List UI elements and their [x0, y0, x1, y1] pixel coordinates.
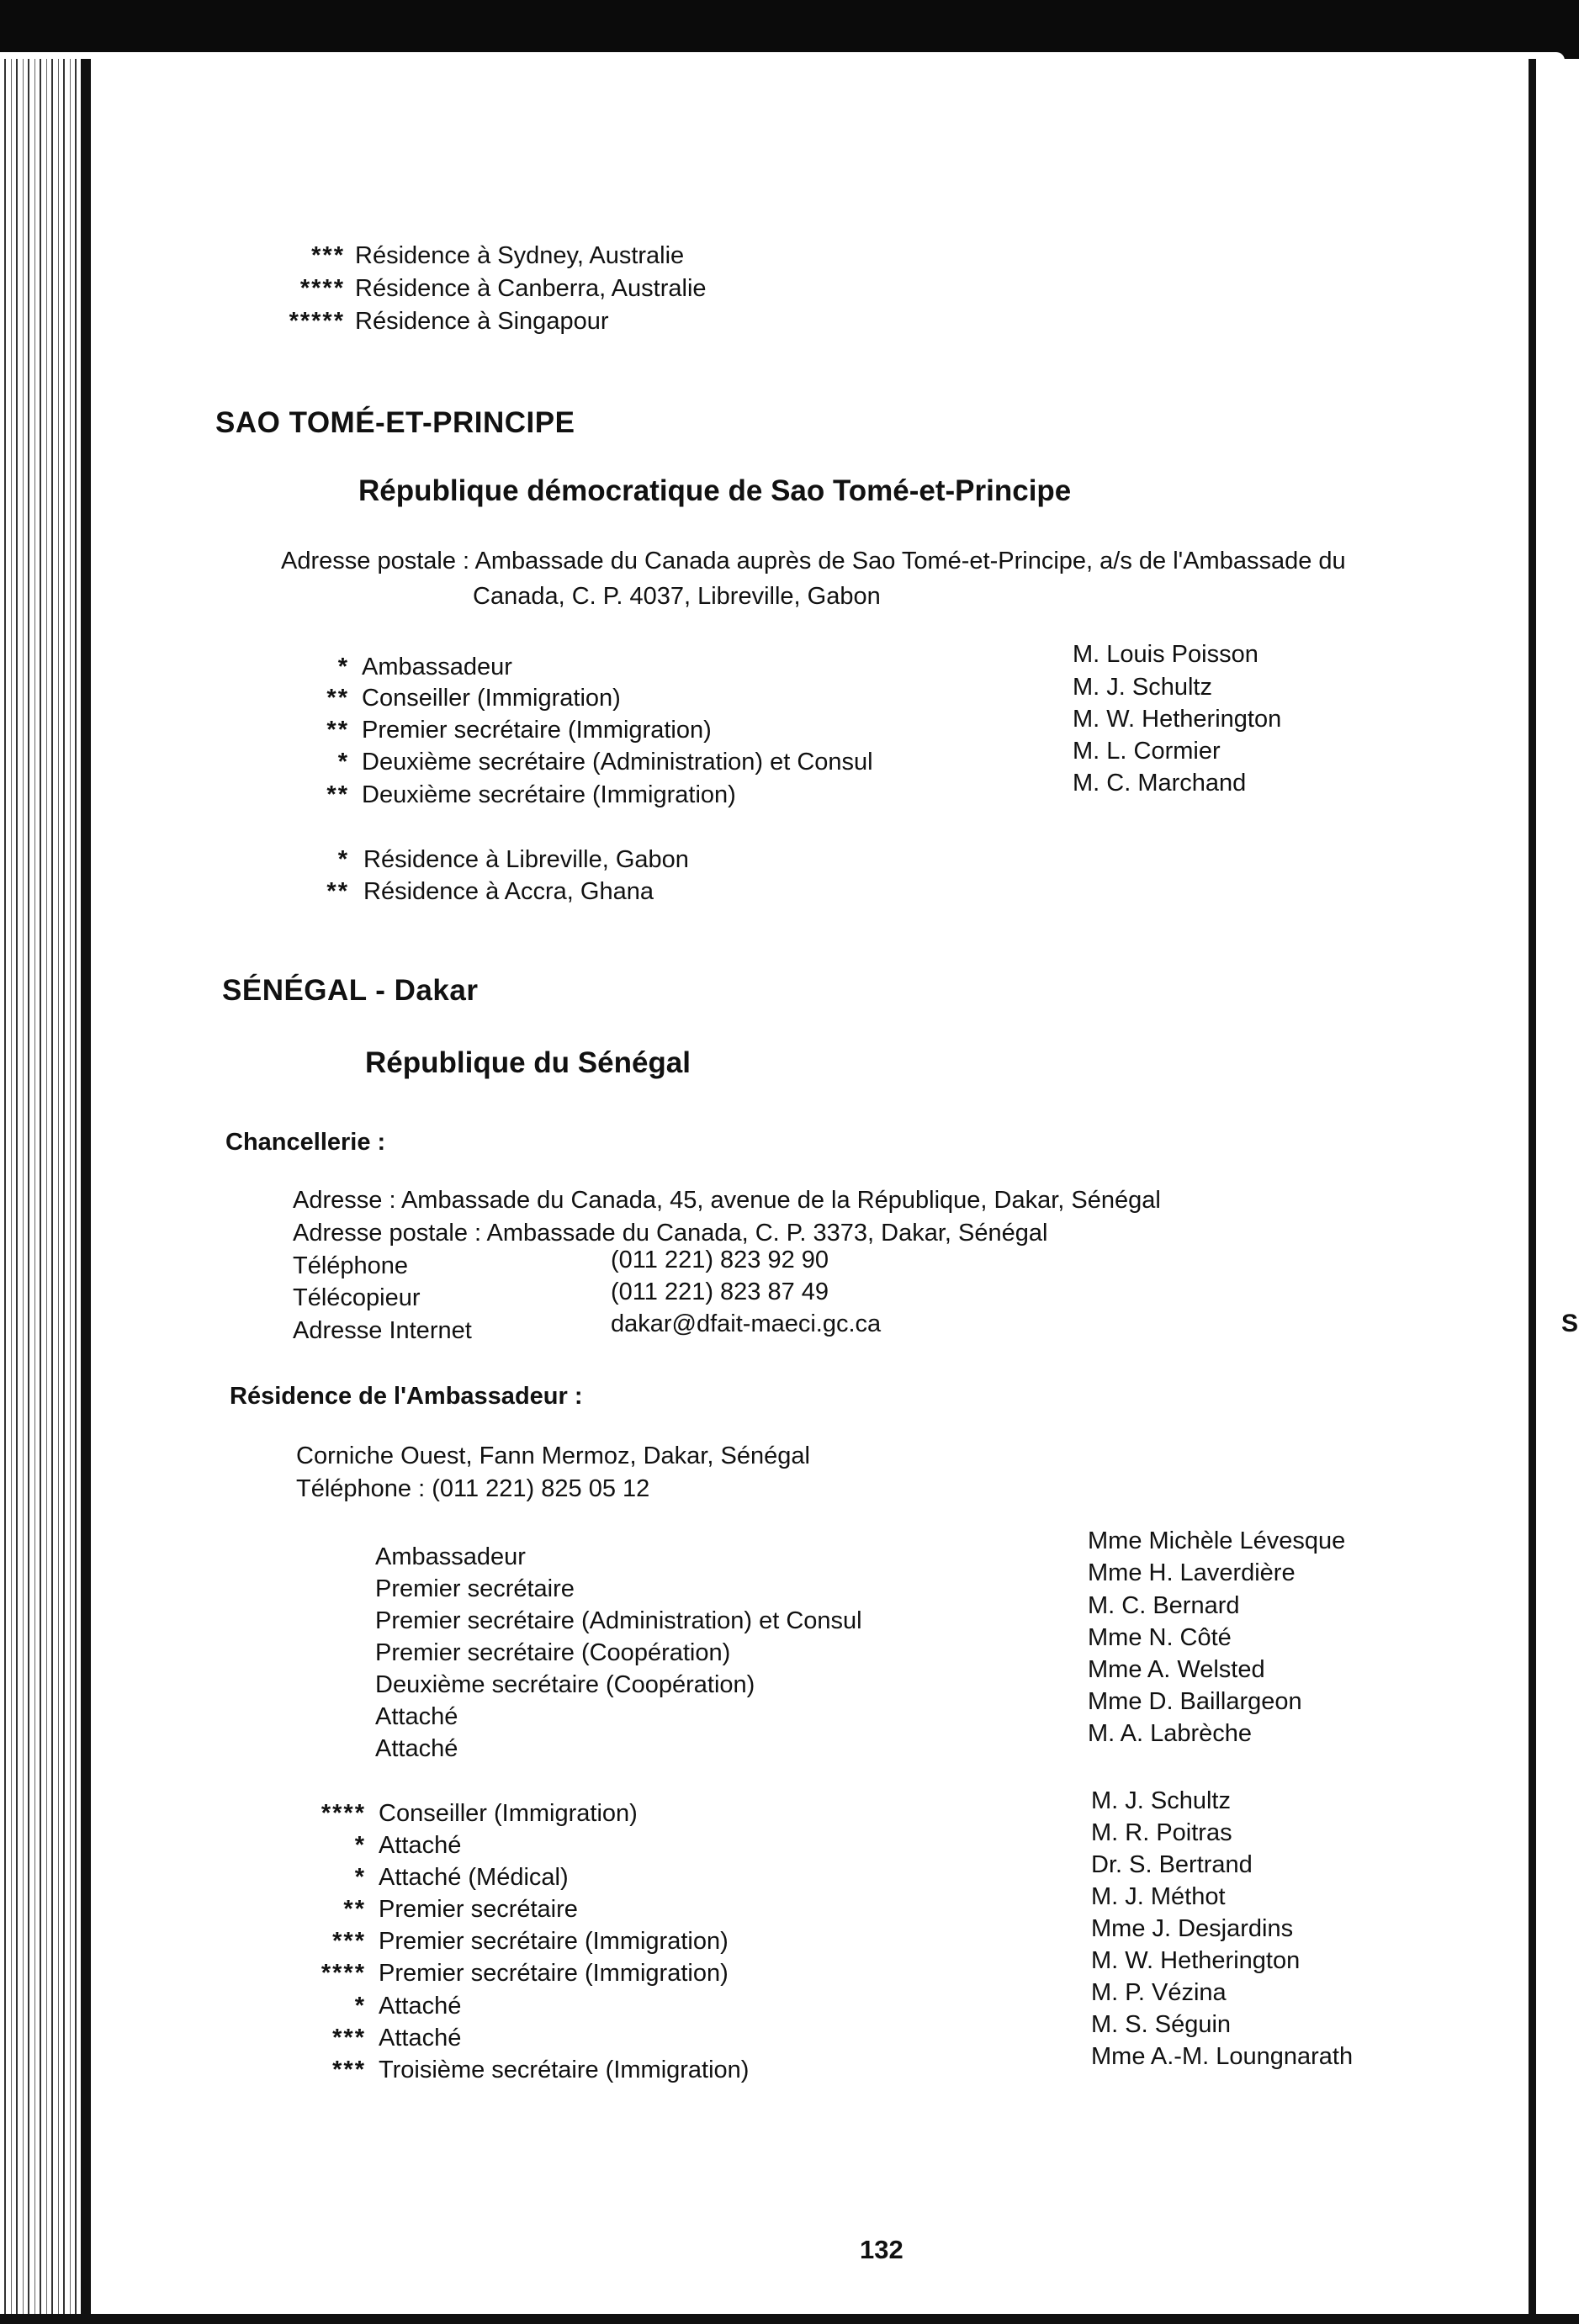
- staff-marks: **: [326, 781, 349, 808]
- staff-name: M. C. Marchand: [1073, 770, 1247, 797]
- staff-title: Deuxième secrétaire (Administration) et Consul: [362, 749, 873, 776]
- staff-marks: ***: [332, 2057, 366, 2083]
- staff-title: Troisième secrétaire (Immigration): [379, 2057, 750, 2083]
- staff-name: M. L. Cormier: [1073, 738, 1221, 765]
- postal-address-line1: Adresse postale : Ambassade du Canada auprès de Sao Tomé-et-Principe, a/s de l'Ambassade du: [281, 548, 1346, 574]
- note-marks: **: [326, 878, 349, 905]
- contact-label: Adresse Internet: [293, 1317, 472, 1344]
- staff-name: Mme J. Desjardins: [1091, 1915, 1294, 1942]
- staff-title: Premier secrétaire (Coopération): [375, 1639, 731, 1666]
- staff-title: Attaché: [375, 1703, 458, 1730]
- page-number: 132: [860, 2235, 903, 2264]
- staff-name: Mme A.-M. Loungnarath: [1091, 2043, 1354, 2070]
- staff-name: Mme Michèle Lévesque: [1088, 1527, 1346, 1554]
- residence-phone: Téléphone : (011 221) 825 05 12: [296, 1475, 650, 1502]
- staff-title: Premier secrétaire (Immigration): [379, 1960, 729, 1987]
- staff-marks: *: [354, 1993, 366, 2020]
- staff-marks: ****: [321, 1800, 366, 1827]
- staff-marks: ***: [332, 2025, 366, 2051]
- staff-title: Conseiller (Immigration): [362, 685, 621, 712]
- note-marks: ***: [311, 242, 345, 269]
- staff-marks: *: [354, 1832, 366, 1859]
- staff-marks: **: [326, 717, 349, 744]
- staff-name: M. W. Hetherington: [1073, 706, 1282, 733]
- postal-address: Adresse postale : Ambassade du Canada, C. P. 3373, Dakar, Sénégal: [293, 1220, 1048, 1247]
- staff-marks: *: [337, 749, 349, 776]
- staff-name: M. W. Hetherington: [1091, 1947, 1301, 1974]
- country-subheading: République démocratique de Sao Tomé-et-Principe: [358, 474, 1072, 507]
- contact-value: (011 221) 823 87 49: [611, 1278, 829, 1305]
- staff-name: M. J. Schultz: [1073, 674, 1212, 701]
- note-marks: *****: [289, 308, 345, 335]
- note-marks: ****: [299, 275, 345, 302]
- staff-title: Ambassadeur: [362, 654, 512, 680]
- postal-address-line2: Canada, C. P. 4037, Libreville, Gabon: [473, 583, 881, 610]
- staff-name: M. R. Poitras: [1091, 1819, 1232, 1846]
- note-text: Résidence à Libreville, Gabon: [363, 846, 689, 873]
- staff-title: Premier secrétaire (Immigration): [379, 1928, 729, 1955]
- note-text: Résidence à Accra, Ghana: [363, 878, 654, 905]
- note-text: Résidence à Canberra, Australie: [355, 275, 707, 302]
- staff-name: Mme N. Côté: [1088, 1624, 1232, 1651]
- staff-name: Mme H. Laverdière: [1088, 1559, 1296, 1586]
- staff-name: M. C. Bernard: [1088, 1592, 1240, 1619]
- staff-title: Deuxième secrétaire (Immigration): [362, 781, 736, 808]
- staff-title: Premier secrétaire (Immigration): [362, 717, 712, 744]
- contact-label: Télécopieur: [293, 1284, 421, 1311]
- staff-marks: *: [337, 654, 349, 680]
- note-text: Résidence à Singapour: [355, 308, 609, 335]
- staff-title: Attaché: [379, 1832, 462, 1859]
- staff-marks: ***: [332, 1928, 366, 1955]
- staff-title: Conseiller (Immigration): [379, 1800, 638, 1827]
- country-heading: SAO TOMÉ-ET-PRINCIPE: [215, 406, 575, 439]
- staff-name: M. J. Schultz: [1091, 1787, 1231, 1814]
- staff-title: Premier secrétaire: [379, 1896, 578, 1923]
- staff-marks: ****: [321, 1960, 366, 1987]
- staff-marks: **: [343, 1896, 366, 1923]
- staff-name: Dr. S. Bertrand: [1091, 1851, 1253, 1878]
- staff-title: Ambassadeur: [375, 1543, 526, 1570]
- contact-value: (011 221) 823 92 90: [611, 1247, 829, 1273]
- note-marks: *: [337, 846, 349, 873]
- contact-label: Téléphone: [293, 1252, 409, 1279]
- staff-name: M. Louis Poisson: [1073, 641, 1258, 668]
- street-address: Adresse : Ambassade du Canada, 45, avenue de la République, Dakar, Sénégal: [293, 1187, 1161, 1214]
- section-label: Résidence de l'Ambassadeur :: [230, 1383, 583, 1410]
- section-label: Chancellerie :: [225, 1129, 386, 1156]
- staff-name: M. J. Méthot: [1091, 1883, 1226, 1910]
- contact-value: dakar@dfait-maeci.gc.ca: [611, 1310, 882, 1337]
- residence-address: Corniche Ouest, Fann Mermoz, Dakar, Sénégal: [296, 1443, 810, 1469]
- staff-name: M. P. Vézina: [1091, 1979, 1227, 2006]
- staff-title: Deuxième secrétaire (Coopération): [375, 1671, 755, 1698]
- margin-letter: S: [1561, 1310, 1579, 1337]
- staff-title: Attaché: [375, 1735, 458, 1762]
- staff-marks: **: [326, 685, 349, 712]
- country-subheading: République du Sénégal: [365, 1046, 691, 1079]
- staff-title: Attaché: [379, 2025, 462, 2051]
- note-text: Résidence à Sydney, Australie: [355, 242, 685, 269]
- staff-marks: *: [354, 1864, 366, 1891]
- country-heading: SÉNÉGAL - Dakar: [222, 974, 479, 1007]
- staff-name: Mme A. Welsted: [1088, 1656, 1265, 1683]
- staff-name: M. S. Séguin: [1091, 2011, 1232, 2038]
- staff-title: Attaché: [379, 1993, 462, 2020]
- staff-name: Mme D. Baillargeon: [1088, 1688, 1302, 1715]
- staff-name: M. A. Labrèche: [1088, 1720, 1253, 1747]
- staff-title: Premier secrétaire (Administration) et Consul: [375, 1607, 862, 1634]
- staff-title: Attaché (Médical): [379, 1864, 569, 1891]
- staff-title: Premier secrétaire: [375, 1575, 575, 1602]
